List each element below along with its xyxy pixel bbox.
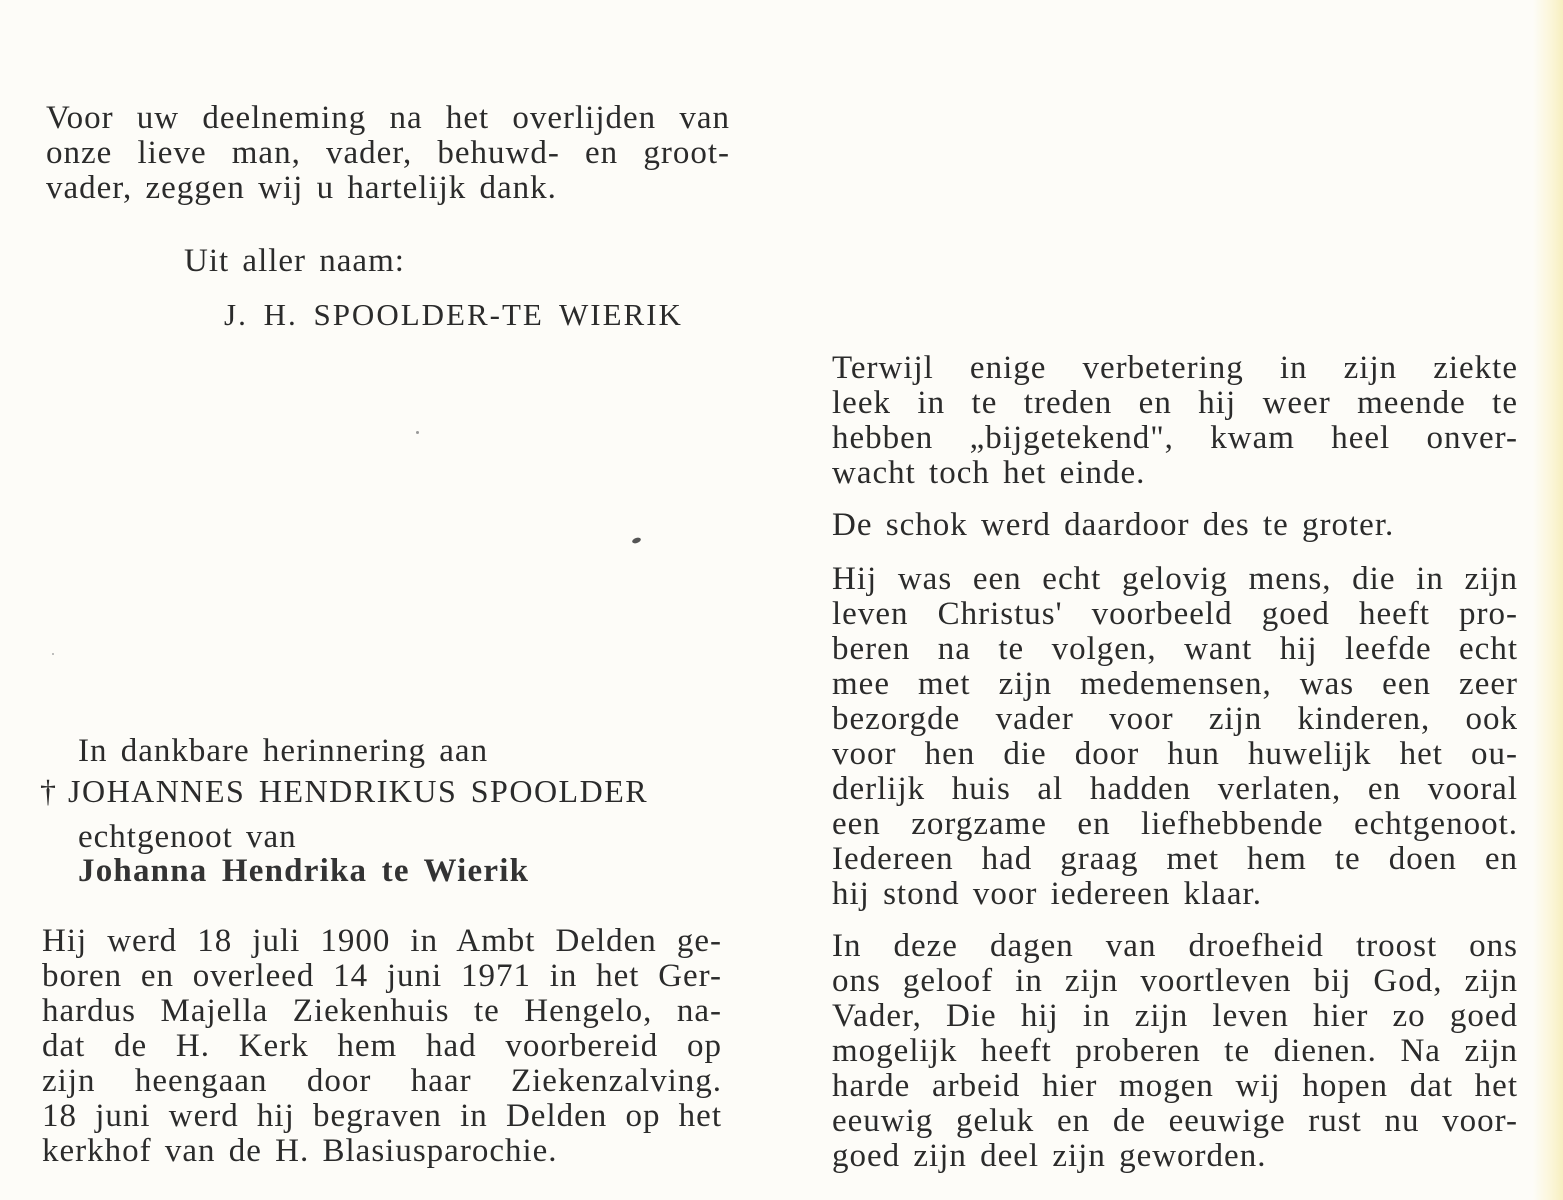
thanks-line: Voor uw deelneming na het overlijden van — [46, 100, 730, 136]
biography-line: kerkhof van de H. Blasiusparochie. — [42, 1133, 558, 1169]
text-line: Iedereen had graag met hem te doen en — [832, 841, 1518, 877]
spouse-name: Johanna Hendrika te Wierik — [78, 853, 530, 889]
text-line: eeuwig geluk en de eeuwige rust nu voor- — [832, 1103, 1518, 1139]
text-line: derlijk huis al hadden verlaten, en vooral — [832, 771, 1518, 807]
thanks-line: vader, zeggen wij u hartelijk dank. — [46, 170, 557, 206]
biography-line: Hij werd 18 juli 1900 in Ambt Delden ge- — [42, 923, 722, 959]
text-line: leven Christus' voorbeeld goed heeft pro- — [832, 596, 1518, 632]
text-line: harde arbeid hier mogen wij hopen dat het — [832, 1068, 1518, 1104]
memoriam-intro: In dankbare herinnering aan — [78, 733, 489, 769]
text-line: hij stond voor iedereen klaar. — [832, 876, 1262, 912]
biography-line: zijn heengaan door haar Ziekenzalving. — [42, 1063, 722, 1099]
text-line: een zorgzame en liefhebbende echtgenoot. — [832, 806, 1518, 842]
signature-intro: Uit aller naam: — [184, 243, 405, 279]
shock-paragraph — [832, 508, 1518, 543]
text-line: hebben „bijgetekend", kwam heel onver- — [832, 420, 1518, 456]
text-line: De schok werd daardoor des te groter. — [832, 507, 1395, 543]
text-line: mee met zijn medemensen, was een zeer — [832, 666, 1518, 702]
signature-name: J. H. SPOOLDER-TE WIERIK — [224, 297, 683, 332]
thanks-line: onze lieve man, vader, behuwd- en groot- — [46, 135, 730, 171]
text-line: voor hen die door hun huwelijk het ou- — [832, 736, 1518, 772]
ink-speck — [631, 537, 641, 545]
text-line: Hij was een echt gelovig mens, die in zijn — [832, 561, 1518, 597]
deceased-heading — [40, 773, 648, 810]
text-line: Terwijl enige verbetering in zijn ziekte — [832, 350, 1518, 386]
biography-line: boren en overleed 14 juni 1971 in het Ger- — [42, 958, 722, 994]
ink-speck — [416, 431, 419, 434]
biography-line: hardus Majella Ziekenhuis te Hengelo, na- — [42, 993, 722, 1029]
character-paragraph — [832, 562, 1518, 912]
deceased-name: JOHANNES HENDRIKUS SPOOLDER — [68, 773, 649, 809]
faith-paragraph — [832, 929, 1518, 1174]
thanks-paragraph — [46, 101, 730, 206]
biography-line: dat de H. Kerk hem had voorbereid op — [42, 1028, 722, 1064]
text-line: In deze dagen van droefheid troost ons — [832, 928, 1518, 964]
text-line: bezorgde vader voor zijn kinderen, ook — [832, 701, 1518, 737]
text-line: Vader, Die hij in zijn leven hier zo goed — [832, 998, 1518, 1034]
recovery-paragraph — [832, 351, 1518, 491]
card-edge-shadow — [1533, 0, 1563, 1200]
text-line: mogelijk heeft proberen te dienen. Na zijn — [832, 1033, 1518, 1069]
text-line: leek in te treden en hij weer meende te — [832, 385, 1518, 421]
ink-speck — [52, 653, 54, 655]
spouse-label: echtgenoot van — [78, 819, 297, 855]
cross-icon: † — [40, 773, 58, 809]
text-line: beren na te volgen, want hij leefde echt — [832, 631, 1518, 667]
text-line: goed zijn deel zijn geworden. — [832, 1138, 1267, 1174]
biography-line: 18 juni werd hij begraven in Delden op het — [42, 1098, 722, 1134]
text-line: ons geloof in zijn voortleven bij God, zijn — [832, 963, 1518, 999]
text-line: wacht toch het einde. — [832, 455, 1146, 491]
biography-paragraph — [42, 924, 722, 1169]
